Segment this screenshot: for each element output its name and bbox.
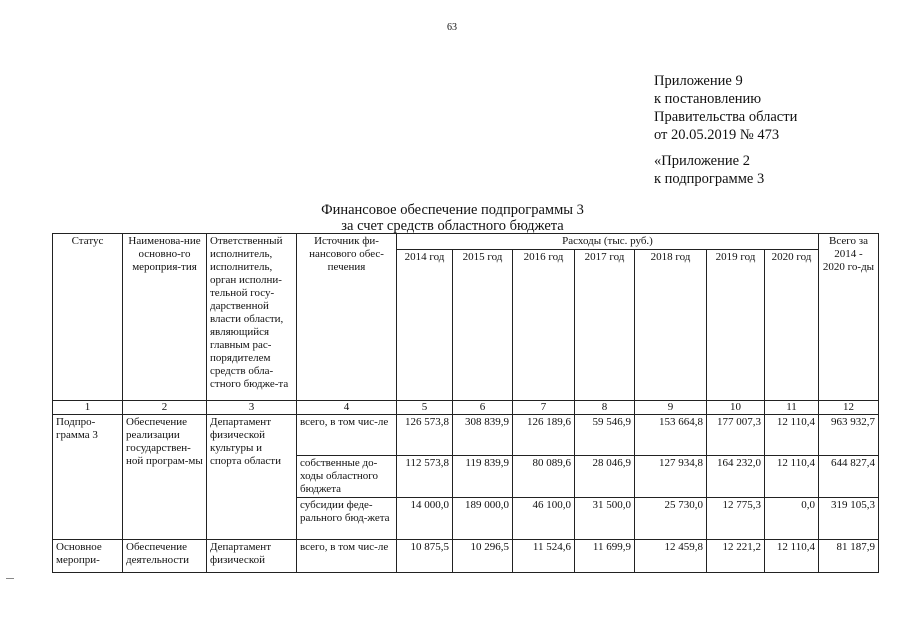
appendix-line: Правительства области [654, 109, 798, 125]
appendix-line: к постановлению [654, 91, 762, 107]
appendix-line: Приложение 9 [654, 73, 743, 89]
index-cell: 12 [819, 401, 879, 415]
title-line: Финансовое обеспечение подпрограммы 3 [321, 202, 584, 218]
table-row [53, 415, 879, 456]
value-cell: 80 089,6 [513, 456, 575, 498]
index-cell: 5 [397, 401, 453, 415]
header-year: 2015 год [453, 250, 513, 401]
appendix-line: «Приложение 2 [654, 153, 750, 169]
value-cell: 25 730,0 [635, 498, 707, 540]
value-cell: 59 546,9 [575, 415, 635, 456]
index-cell: 6 [453, 401, 513, 415]
appendix-block [654, 72, 797, 188]
index-cell: 8 [575, 401, 635, 415]
header-year: 2018 год [635, 250, 707, 401]
executor-cell: Департамент физической [207, 540, 297, 573]
index-row [53, 401, 879, 415]
value-cell: 10 875,5 [397, 540, 453, 573]
header-source: Источник фи-нансового обес-печения [297, 234, 397, 401]
name-cell: Обеспечение деятельности [123, 540, 207, 573]
index-cell: 3 [207, 401, 297, 415]
value-cell: 119 839,9 [453, 456, 513, 498]
value-cell: 126 573,8 [397, 415, 453, 456]
value-cell: 153 664,8 [635, 415, 707, 456]
header-row [53, 234, 879, 250]
value-cell: 10 296,5 [453, 540, 513, 573]
value-cell: 14 000,0 [397, 498, 453, 540]
header-year: 2019 год [707, 250, 765, 401]
financing-table [52, 233, 879, 573]
header-total: Всего за 2014 - 2020 го-ды [819, 234, 879, 401]
executor-cell: Департамент физической культуры и спорта области [207, 415, 297, 540]
value-cell: 127 934,8 [635, 456, 707, 498]
name-cell: Обеспечение реализации государствен-ной програм-мы [123, 415, 207, 540]
total-cell: 963 932,7 [819, 415, 879, 456]
value-cell: 12 110,4 [765, 456, 819, 498]
value-cell: 126 189,6 [513, 415, 575, 456]
value-cell: 12 775,3 [707, 498, 765, 540]
source-cell: всего, в том чис-ле [297, 540, 397, 573]
total-cell: 81 187,9 [819, 540, 879, 573]
source-cell: всего, в том чис-ле [297, 415, 397, 456]
source-cell: субсидии феде-рального бюд-жета [297, 498, 397, 540]
value-cell: 46 100,0 [513, 498, 575, 540]
index-cell: 9 [635, 401, 707, 415]
header-year: 2017 год [575, 250, 635, 401]
appendix-line: от 20.05.2019 № 473 [654, 127, 780, 143]
value-cell: 11 699,9 [575, 540, 635, 573]
index-cell: 2 [123, 401, 207, 415]
source-cell: собственные до-ходы областного бюджета [297, 456, 397, 498]
header-executor: Ответственный исполнитель, исполнитель, орган исполни-тельной госу-дарственной власти области, являющийся главным рас-порядителем средств обла-стного бюдже-та [207, 234, 297, 401]
header-year: 2014 год [397, 250, 453, 401]
margin-mark [6, 578, 14, 579]
header-name: Наименова-ние основно-го мероприя-тия [123, 234, 207, 401]
header-year: 2016 год [513, 250, 575, 401]
value-cell: 31 500,0 [575, 498, 635, 540]
header-year: 2020 год [765, 250, 819, 401]
value-cell: 11 524,6 [513, 540, 575, 573]
index-cell: 11 [765, 401, 819, 415]
header-status: Статус [53, 234, 123, 401]
value-cell: 189 000,0 [453, 498, 513, 540]
value-cell: 12 110,4 [765, 540, 819, 573]
index-cell: 4 [297, 401, 397, 415]
value-cell: 12 459,8 [635, 540, 707, 573]
value-cell: 112 573,8 [397, 456, 453, 498]
index-cell: 10 [707, 401, 765, 415]
page-number: 63 [447, 22, 457, 33]
status-cell: Подпро-грамма 3 [53, 415, 123, 540]
value-cell: 308 839,9 [453, 415, 513, 456]
table-row [53, 540, 879, 573]
value-cell: 12 221,2 [707, 540, 765, 573]
index-cell: 7 [513, 401, 575, 415]
status-cell: Основное меропри- [53, 540, 123, 573]
header-expenses: Расходы (тыс. руб.) [397, 234, 819, 250]
total-cell: 644 827,4 [819, 456, 879, 498]
title-line: за счет средств областного бюджета [341, 218, 564, 234]
appendix-line: к подпрограмме 3 [654, 171, 765, 187]
value-cell: 0,0 [765, 498, 819, 540]
document-title [0, 202, 905, 234]
value-cell: 177 007,3 [707, 415, 765, 456]
value-cell: 28 046,9 [575, 456, 635, 498]
index-cell: 1 [53, 401, 123, 415]
value-cell: 164 232,0 [707, 456, 765, 498]
total-cell: 319 105,3 [819, 498, 879, 540]
value-cell: 12 110,4 [765, 415, 819, 456]
